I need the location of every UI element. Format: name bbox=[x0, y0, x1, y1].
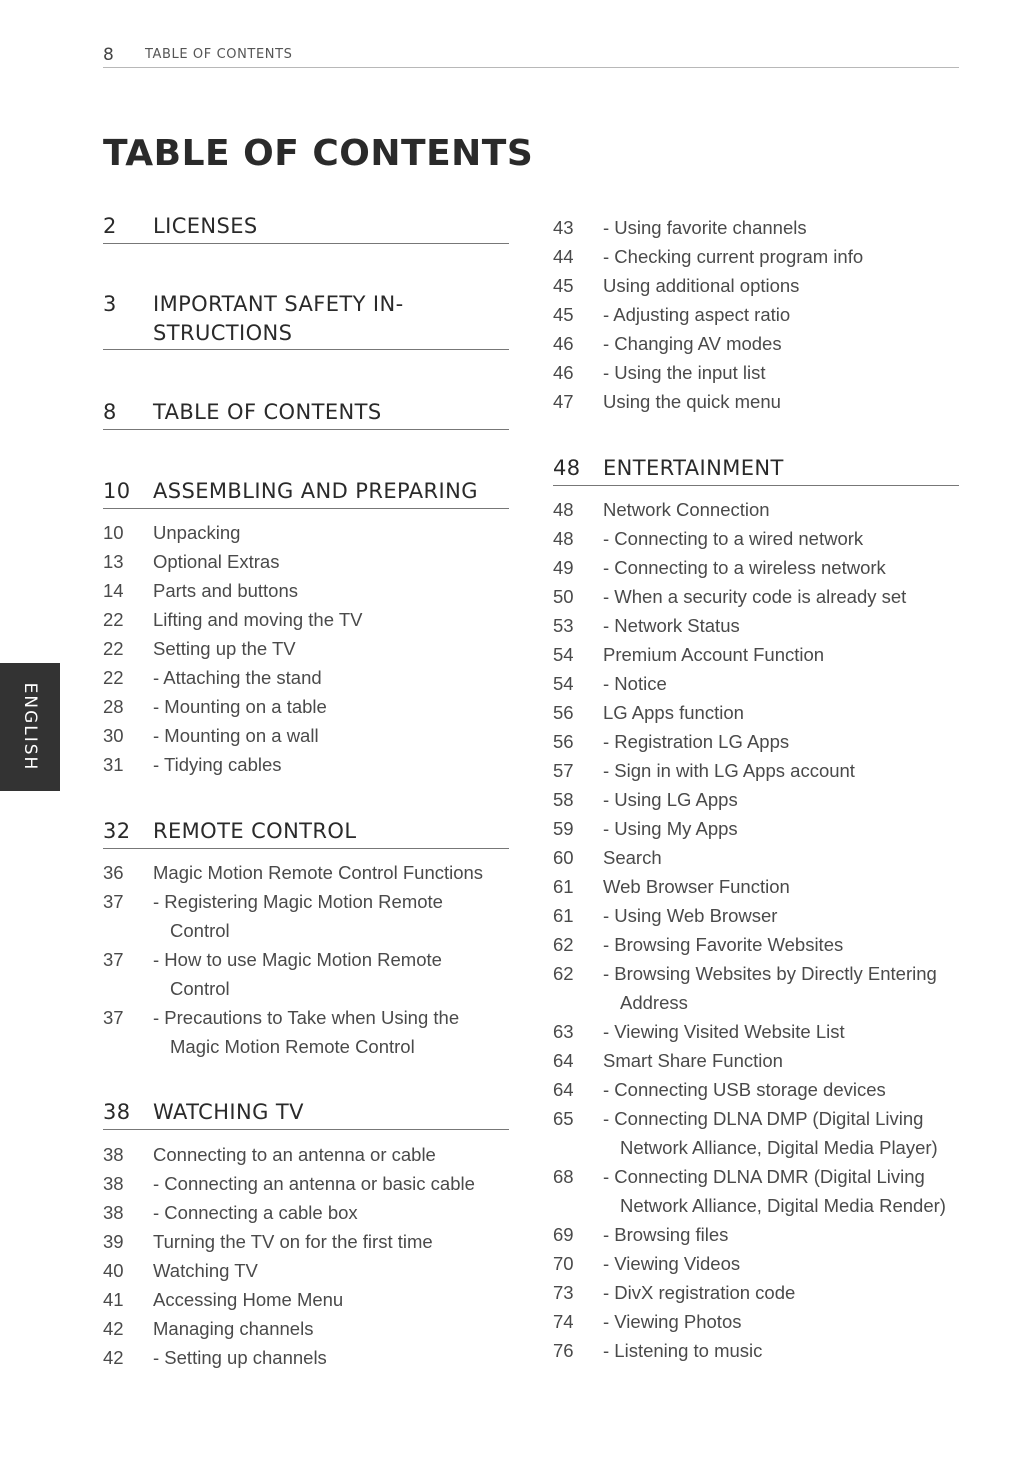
running-title: TABLE OF CONTENTS bbox=[145, 47, 293, 62]
entry-page: 61 bbox=[553, 905, 574, 926]
section-title-line2: STRUCTIONS bbox=[153, 321, 293, 345]
toc-entry[interactable] bbox=[553, 843, 968, 872]
entry-text: Network Connection bbox=[603, 499, 770, 520]
toc-entry[interactable] bbox=[103, 1227, 513, 1256]
toc-entry[interactable] bbox=[553, 213, 968, 242]
section-title: WATCHING TV bbox=[153, 1100, 304, 1124]
entry-page: 48 bbox=[553, 499, 574, 520]
entry-page: 28 bbox=[103, 696, 124, 717]
entry-page: 56 bbox=[553, 702, 574, 723]
toc-entry[interactable] bbox=[553, 901, 968, 930]
entry-text: Search bbox=[603, 847, 662, 868]
entry-page: 38 bbox=[103, 1173, 124, 1194]
page-number: 8 bbox=[103, 45, 114, 65]
toc-entry[interactable] bbox=[103, 1140, 513, 1169]
section-title: ENTERTAINMENT bbox=[603, 456, 784, 480]
entry-page: 54 bbox=[553, 644, 574, 665]
section-remote-control[interactable] bbox=[103, 817, 509, 849]
toc-entry[interactable] bbox=[553, 300, 968, 329]
toc-entry[interactable] bbox=[553, 524, 968, 553]
entry-text: Setting up the TV bbox=[153, 638, 296, 659]
entry-page: 22 bbox=[103, 638, 124, 659]
section-safety[interactable] bbox=[103, 290, 509, 350]
assembling-entries bbox=[103, 518, 513, 779]
section-page: 3 bbox=[103, 292, 117, 316]
entry-text: - Notice bbox=[603, 673, 667, 694]
entry-text: - Using LG Apps bbox=[603, 789, 738, 810]
entry-page: 58 bbox=[553, 789, 574, 810]
entry-page: 53 bbox=[553, 615, 574, 636]
toc-entry[interactable] bbox=[553, 1075, 968, 1104]
section-title: TABLE OF CONTENTS bbox=[153, 400, 382, 424]
entry-text-cont: Address bbox=[620, 992, 688, 1013]
entry-page: 65 bbox=[553, 1108, 574, 1129]
section-title: ASSEMBLING AND PREPARING bbox=[153, 479, 478, 503]
toc-entry[interactable] bbox=[103, 1314, 513, 1343]
entry-text: Connecting to an antenna or cable bbox=[153, 1144, 436, 1165]
entry-page: 76 bbox=[553, 1340, 574, 1361]
toc-entry[interactable] bbox=[103, 547, 513, 576]
toc-entry[interactable] bbox=[103, 887, 513, 945]
toc-entry[interactable] bbox=[103, 634, 513, 663]
section-assembling[interactable] bbox=[103, 477, 509, 509]
toc-entry[interactable] bbox=[103, 692, 513, 721]
entry-page: 14 bbox=[103, 580, 124, 601]
entry-text: Smart Share Function bbox=[603, 1050, 783, 1071]
entry-text: - DivX registration code bbox=[603, 1282, 796, 1303]
toc-entry[interactable] bbox=[553, 1278, 968, 1307]
remote-entries bbox=[103, 858, 513, 1061]
entry-text: Web Browser Function bbox=[603, 876, 790, 897]
entry-page: 69 bbox=[553, 1224, 574, 1245]
running-header bbox=[103, 45, 959, 68]
toc-entry[interactable] bbox=[103, 858, 513, 887]
entry-page: 64 bbox=[553, 1050, 574, 1071]
entry-text: LG Apps function bbox=[603, 702, 744, 723]
entry-page: 62 bbox=[553, 934, 574, 955]
entry-text-cont: Control bbox=[170, 978, 230, 999]
section-table-of-contents[interactable] bbox=[103, 398, 509, 430]
entry-page: 60 bbox=[553, 847, 574, 868]
entry-text: - Browsing files bbox=[603, 1224, 729, 1245]
entry-text: - Registration LG Apps bbox=[603, 731, 790, 752]
entry-page: 54 bbox=[553, 673, 574, 694]
toc-entry[interactable] bbox=[553, 930, 968, 959]
section-page: 8 bbox=[103, 400, 117, 424]
language-tab bbox=[0, 663, 60, 791]
entry-page: 43 bbox=[553, 217, 574, 238]
entry-text: - Viewing Photos bbox=[603, 1311, 742, 1332]
entry-page: 42 bbox=[103, 1318, 124, 1339]
entry-page: 13 bbox=[103, 551, 124, 572]
entry-text: - Mounting on a wall bbox=[153, 725, 319, 746]
entry-page: 74 bbox=[553, 1311, 574, 1332]
entry-page: 45 bbox=[553, 304, 574, 325]
entry-page: 22 bbox=[103, 609, 124, 630]
entry-text: Optional Extras bbox=[153, 551, 280, 572]
entry-page: 70 bbox=[553, 1253, 574, 1274]
entry-text: Magic Motion Remote Control Functions bbox=[153, 862, 484, 883]
toc-entry[interactable] bbox=[103, 576, 513, 605]
entry-page: 38 bbox=[103, 1202, 124, 1223]
entry-page: 36 bbox=[103, 862, 124, 883]
entry-text: - Viewing Videos bbox=[603, 1253, 741, 1274]
toc-entry[interactable] bbox=[553, 814, 968, 843]
toc-entry[interactable] bbox=[553, 242, 968, 271]
entry-page: 56 bbox=[553, 731, 574, 752]
entry-text: Using the quick menu bbox=[603, 391, 781, 412]
entry-page: 30 bbox=[103, 725, 124, 746]
toc-entry[interactable] bbox=[553, 553, 968, 582]
toc-entry[interactable] bbox=[103, 1285, 513, 1314]
toc-entry[interactable] bbox=[553, 358, 968, 387]
entry-page: 37 bbox=[103, 891, 124, 912]
entry-text-cont: Magic Motion Remote Control bbox=[170, 1036, 415, 1057]
toc-entry[interactable] bbox=[103, 1169, 513, 1198]
entry-page: 48 bbox=[553, 528, 574, 549]
entry-text: Lifting and moving the TV bbox=[153, 609, 363, 630]
toc-entry[interactable] bbox=[553, 1307, 968, 1336]
entry-text-cont: Network Alliance, Digital Media Render) bbox=[620, 1195, 946, 1216]
toc-entry[interactable] bbox=[103, 663, 513, 692]
entry-text: Accessing Home Menu bbox=[153, 1289, 344, 1310]
section-title: REMOTE CONTROL bbox=[153, 819, 357, 843]
toc-entry[interactable] bbox=[553, 785, 968, 814]
entry-text: Parts and buttons bbox=[153, 580, 299, 601]
toc-entry[interactable] bbox=[103, 605, 513, 634]
entry-text: - Tidying cables bbox=[153, 754, 282, 775]
entry-page: 50 bbox=[553, 586, 574, 607]
toc-entry[interactable] bbox=[553, 1220, 968, 1249]
toc-entry[interactable] bbox=[103, 1343, 513, 1372]
entry-page: 22 bbox=[103, 667, 124, 688]
toc-entry[interactable] bbox=[103, 518, 513, 547]
toc-entry[interactable] bbox=[553, 1046, 968, 1075]
section-page: 38 bbox=[103, 1100, 131, 1124]
entry-text: Using additional options bbox=[603, 275, 800, 296]
entry-text: - Using the input list bbox=[603, 362, 766, 383]
entry-text: - Connecting an antenna or basic cable bbox=[153, 1173, 475, 1194]
toc-entry[interactable] bbox=[553, 872, 968, 901]
entry-text: - Precautions to Take when Using the bbox=[153, 1007, 460, 1028]
toc-entry[interactable] bbox=[553, 1104, 968, 1162]
entry-text: - Mounting on a table bbox=[153, 696, 327, 717]
entry-text: - Setting up channels bbox=[153, 1347, 327, 1368]
entry-text: - Connecting a cable box bbox=[153, 1202, 358, 1223]
entry-page: 73 bbox=[553, 1282, 574, 1303]
entry-page: 31 bbox=[103, 754, 124, 775]
toc-entry[interactable] bbox=[103, 750, 513, 779]
entry-page: 44 bbox=[553, 246, 574, 267]
entry-text: - Attaching the stand bbox=[153, 667, 322, 688]
entry-text: - Using Web Browser bbox=[603, 905, 778, 926]
entry-page: 42 bbox=[103, 1347, 124, 1368]
entry-text: Unpacking bbox=[153, 522, 241, 543]
entry-text: - Connecting DLNA DMR (Digital Living bbox=[603, 1166, 925, 1187]
section-page: 10 bbox=[103, 479, 131, 503]
entry-text: Premium Account Function bbox=[603, 644, 825, 665]
watching-entries-continued bbox=[553, 213, 968, 416]
watching-entries bbox=[103, 1140, 513, 1372]
toc-entry[interactable] bbox=[103, 721, 513, 750]
toc-entry[interactable] bbox=[553, 640, 968, 669]
entry-text: - Adjusting aspect ratio bbox=[603, 304, 791, 325]
section-page: 32 bbox=[103, 819, 131, 843]
entry-page: 39 bbox=[103, 1231, 124, 1252]
toc-entry[interactable] bbox=[553, 1249, 968, 1278]
entry-page: 62 bbox=[553, 963, 574, 984]
entry-page: 10 bbox=[103, 522, 124, 543]
entry-page: 59 bbox=[553, 818, 574, 839]
toc-entry[interactable] bbox=[553, 727, 968, 756]
entry-text: Watching TV bbox=[153, 1260, 258, 1281]
entry-page: 63 bbox=[553, 1021, 574, 1042]
entry-page: 38 bbox=[103, 1144, 124, 1165]
entry-text: - Connecting to a wireless network bbox=[603, 557, 886, 578]
toc-entry[interactable] bbox=[553, 959, 968, 1017]
entry-text: - Browsing Websites by Directly Entering bbox=[603, 963, 937, 984]
entry-page: 37 bbox=[103, 1007, 124, 1028]
toc-entry[interactable] bbox=[553, 1336, 968, 1365]
entry-page: 37 bbox=[103, 949, 124, 970]
toc-entry[interactable] bbox=[553, 582, 968, 611]
entry-text: Turning the TV on for the first time bbox=[153, 1231, 433, 1252]
entry-page: 68 bbox=[553, 1166, 574, 1187]
toc-entry[interactable] bbox=[103, 1198, 513, 1227]
entry-text: - Registering Magic Motion Remote bbox=[153, 891, 443, 912]
entry-text: - Using My Apps bbox=[603, 818, 738, 839]
entry-page: 46 bbox=[553, 362, 574, 383]
toc-entry[interactable] bbox=[553, 387, 968, 416]
entry-page: 45 bbox=[553, 275, 574, 296]
toc-entry[interactable] bbox=[553, 1162, 968, 1220]
entry-text: - Connecting DLNA DMP (Digital Living bbox=[603, 1108, 924, 1129]
toc-entry[interactable] bbox=[103, 1003, 513, 1061]
entry-text: - Connecting to a wired network bbox=[603, 528, 864, 549]
page-title: TABLE OF CONTENTS bbox=[103, 133, 534, 174]
section-watching-tv[interactable] bbox=[103, 1098, 509, 1130]
toc-entry[interactable] bbox=[553, 669, 968, 698]
toc-entry[interactable] bbox=[553, 329, 968, 358]
entry-text: - Using favorite channels bbox=[603, 217, 807, 238]
entry-page: 47 bbox=[553, 391, 574, 412]
section-page: 2 bbox=[103, 214, 117, 238]
entertainment-entries bbox=[553, 495, 968, 1365]
section-title: LICENSES bbox=[153, 214, 258, 238]
toc-entry[interactable] bbox=[553, 1017, 968, 1046]
entry-text: - Network Status bbox=[603, 615, 740, 636]
section-entertainment[interactable] bbox=[553, 454, 959, 486]
toc-entry[interactable] bbox=[553, 271, 968, 300]
entry-text: - How to use Magic Motion Remote bbox=[153, 949, 442, 970]
toc-entry[interactable] bbox=[103, 945, 513, 1003]
language-tab-label: ENGLISH bbox=[20, 682, 40, 772]
section-page: 48 bbox=[553, 456, 581, 480]
entry-page: 61 bbox=[553, 876, 574, 897]
entry-text: - When a security code is already set bbox=[603, 586, 907, 607]
entry-text: - Listening to music bbox=[603, 1340, 763, 1361]
entry-page: 57 bbox=[553, 760, 574, 781]
toc-entry[interactable] bbox=[103, 1256, 513, 1285]
entry-page: 40 bbox=[103, 1260, 124, 1281]
entry-text: - Viewing Visited Website List bbox=[603, 1021, 845, 1042]
entry-text: Managing channels bbox=[153, 1318, 314, 1339]
toc-entry[interactable] bbox=[553, 756, 968, 785]
toc-entry[interactable] bbox=[553, 495, 968, 524]
entry-text-cont: Network Alliance, Digital Media Player) bbox=[620, 1137, 938, 1158]
entry-text: - Sign in with LG Apps account bbox=[603, 760, 855, 781]
entry-page: 49 bbox=[553, 557, 574, 578]
section-title-line1: IMPORTANT SAFETY IN- bbox=[153, 292, 404, 316]
entry-text: - Changing AV modes bbox=[603, 333, 782, 354]
entry-text: - Checking current program info bbox=[603, 246, 864, 267]
entry-page: 41 bbox=[103, 1289, 124, 1310]
entry-page: 64 bbox=[553, 1079, 574, 1100]
toc-entry[interactable] bbox=[553, 698, 968, 727]
toc-entry[interactable] bbox=[553, 611, 968, 640]
entry-text: - Connecting USB storage devices bbox=[603, 1079, 886, 1100]
section-licenses[interactable] bbox=[103, 212, 509, 244]
entry-page: 46 bbox=[553, 333, 574, 354]
entry-text-cont: Control bbox=[170, 920, 230, 941]
entry-text: - Browsing Favorite Websites bbox=[603, 934, 844, 955]
